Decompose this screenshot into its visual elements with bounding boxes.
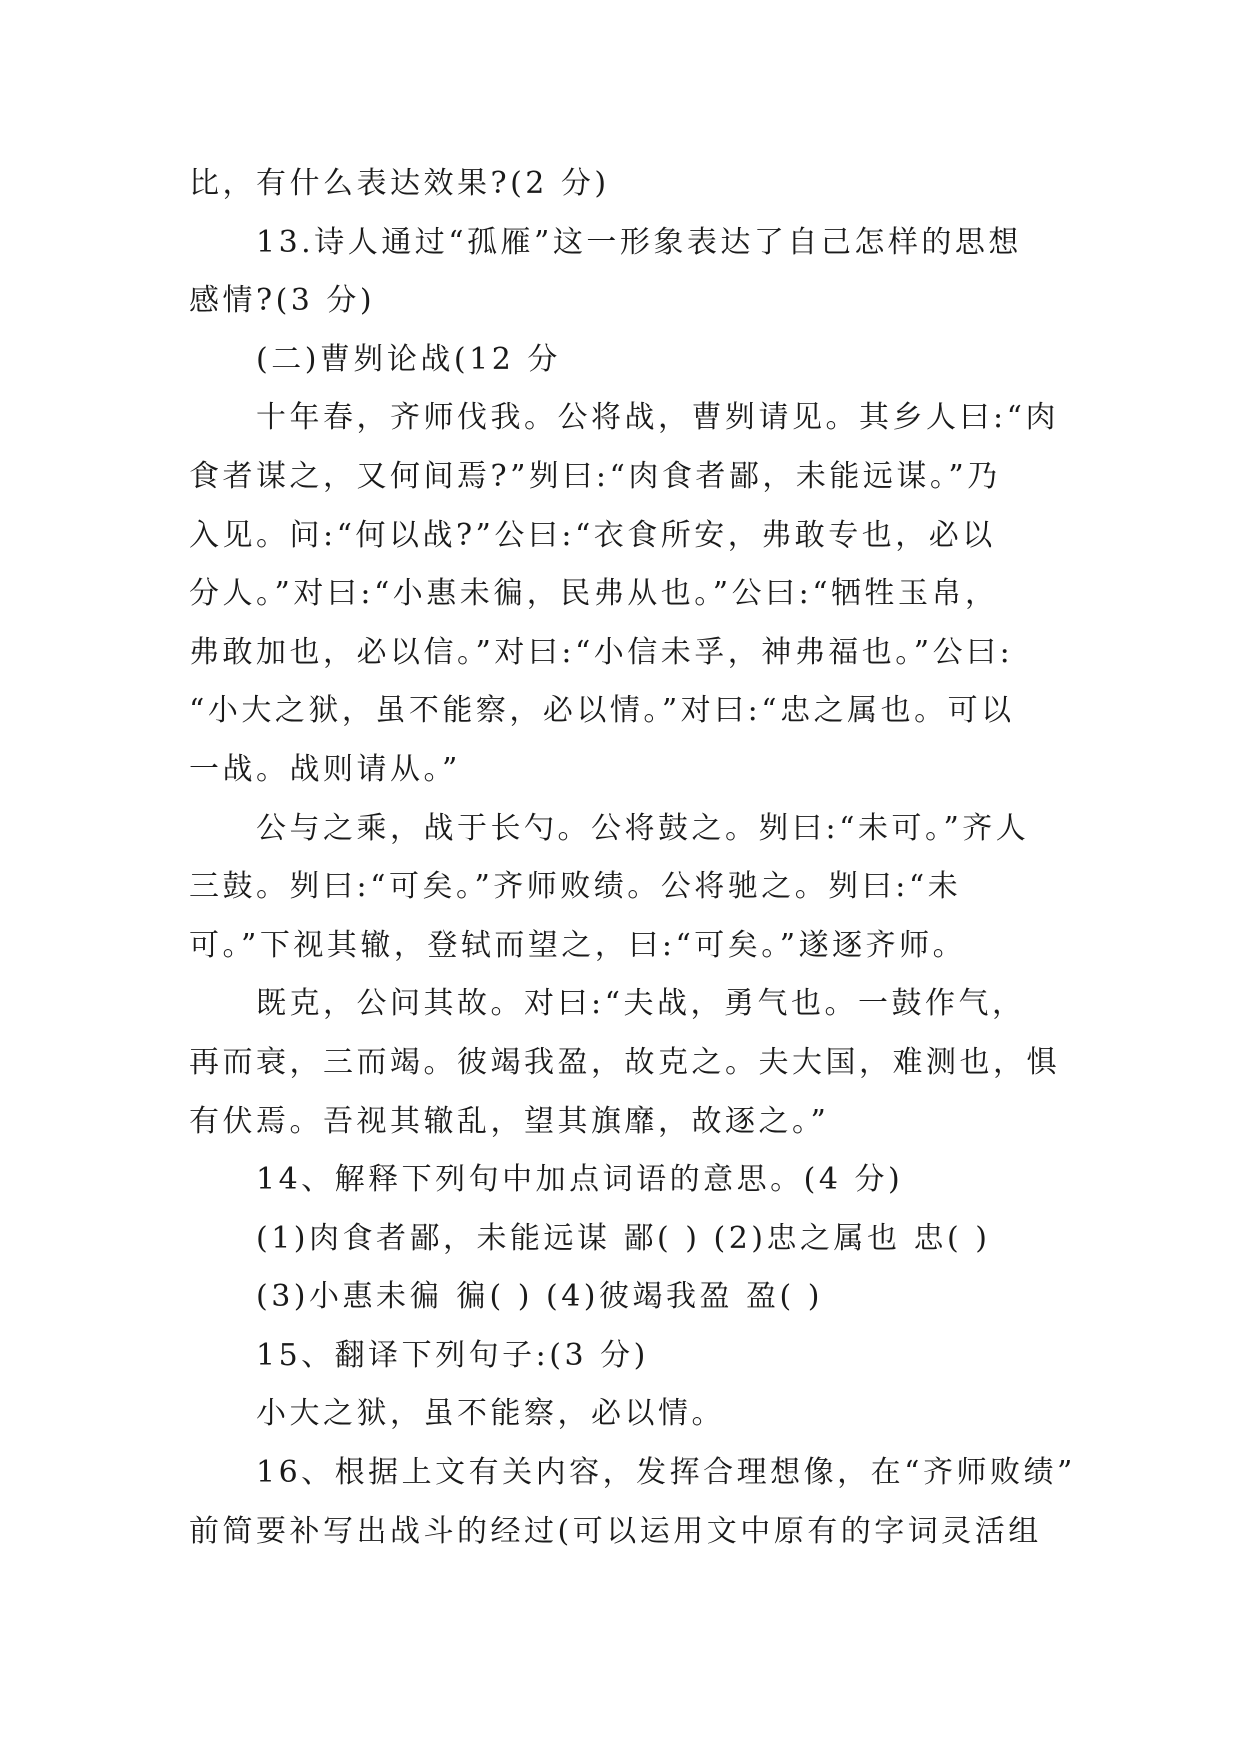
text-line: 弗敢加也，必以信。”对曰:“小信未孚，神弗福也。”公曰:: [189, 634, 1014, 670]
text-line: (1)肉食者鄙，未能远谋 鄙( ) (2)忠之属也 忠( ): [256, 1220, 991, 1256]
text-line: “小大之狱，虽不能察，必以情。”对曰:“忠之属也。可以: [189, 693, 1015, 729]
text-line: 15、翻译下列句子:(3 分): [256, 1337, 649, 1373]
text-line: 食者谋之，又何间焉?”刿曰:“肉食者鄙，未能远谋。”乃: [189, 458, 1001, 494]
text-line: 有伏焉。吾视其辙乱，望其旗靡，故逐之。”: [189, 1103, 830, 1139]
text-line: 十年春，齐师伐我。公将战，曹刿请见。其乡人曰:“肉: [256, 400, 1059, 436]
text-line: 14、解释下列句中加点词语的意思。(4 分): [256, 1162, 904, 1198]
text-line: 三鼓。刿曰:“可矣。”齐师败绩。公将驰之。刿曰:“未: [189, 869, 962, 905]
text-line: 再而衰，三而竭。彼竭我盈，故克之。夫大国，难测也，惧: [189, 1044, 1060, 1080]
text-line: (二)曹刿论战(12 分: [256, 341, 561, 377]
text-line: 公与之乘，战于长勺。公将鼓之。刿曰:“未可。”齐人: [256, 810, 1030, 846]
text-line: 16、根据上文有关内容，发挥合理想像，在“齐师败绩”: [256, 1455, 1076, 1491]
text-line: 比，有什么表达效果?(2 分): [189, 166, 610, 201]
text-line: 一战。战则请从。”: [189, 751, 461, 787]
text-line: 感情?(3 分): [189, 283, 376, 319]
text-line: 可。”下视其辙，登轼而望之，曰:“可矣。”遂逐齐师。: [189, 927, 967, 963]
text-line: (3)小惠未徧 徧( ) (4)彼竭我盈 盈( ): [256, 1279, 823, 1315]
text-line: 前简要补写出战斗的经过(可以运用文中原有的字词灵活组: [189, 1513, 1042, 1549]
text-line: 既克，公问其故。对曰:“夫战，勇气也。一鼓作气，: [256, 986, 1026, 1022]
document-body: [189, 155, 1089, 1561]
text-line: 入见。问:“何以战?”公曰:“衣食所安，弗敢专也，必以: [189, 517, 996, 553]
text-line: 13.诗人通过“孤雁”这一形象表达了自己怎样的思想: [256, 224, 1022, 260]
text-line: 小大之狱，虽不能察，必以情。: [256, 1396, 725, 1432]
text-line: 分人。”对曰:“小惠未徧，民弗从也。”公曰:“牺牲玉帛，: [189, 576, 999, 612]
